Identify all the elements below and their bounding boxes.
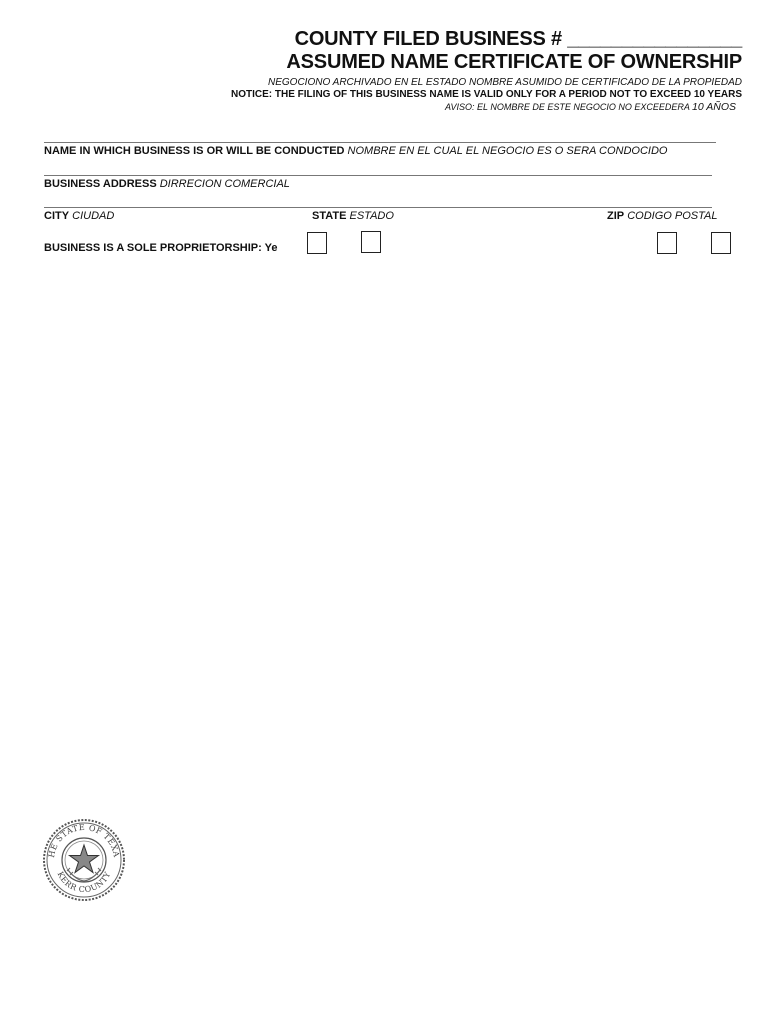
sole-proprietorship-no-checkbox[interactable] (361, 231, 381, 253)
business-address-label-en: BUSINESS ADDRESS (44, 178, 157, 190)
business-address-label (44, 178, 290, 190)
county-filed-business-title: COUNTY FILED BUSINESS # ________________ (294, 28, 742, 50)
business-name-line[interactable] (44, 142, 716, 143)
state-label-en: STATE (312, 210, 347, 222)
aviso-text (445, 101, 736, 113)
zip-label (607, 210, 717, 222)
county-seal (42, 818, 126, 902)
city-state-zip-line[interactable] (44, 207, 712, 208)
notice-text: NOTICE: THE FILING OF THIS BUSINESS NAME IS VALID ONLY FOR A PERIOD NOT TO EXCEED 10 YEARS (231, 89, 742, 100)
state-label (312, 210, 394, 222)
city-label-es: CIUDAD (72, 210, 115, 222)
certificate-title: ASSUMED NAME CERTIFICATE OF OWNERSHIP (286, 51, 742, 73)
checkbox-right-1[interactable] (657, 232, 677, 254)
state-label-es: ESTADO (349, 210, 394, 222)
star-seal-icon (42, 818, 126, 902)
aviso-prefix: AVISO: EL NOMBRE DE ESTE NEGOCIO NO EXCEEDERA (444, 102, 693, 112)
business-name-label (44, 145, 667, 157)
sole-proprietorship-label-text: BUSINESS IS A SOLE PROPRIETORSHIP: Ye (44, 242, 278, 254)
business-name-label-es: NOMBRE EN EL CUAL EL NEGOCIO ES O SERA CONDOCIDO (347, 145, 668, 157)
sole-proprietorship-label (44, 242, 278, 254)
seal-top-text: HE STATE OF TEXA (46, 822, 121, 859)
checkbox-right-2[interactable] (711, 232, 731, 254)
business-address-line[interactable] (44, 175, 712, 176)
business-address-label-es: DIRRECION COMERCIAL (159, 178, 290, 190)
city-label-en: CITY (44, 210, 70, 222)
business-name-label-en: NAME IN WHICH BUSINESS IS OR WILL BE CONDUCTED (44, 145, 345, 157)
sole-proprietorship-yes-checkbox[interactable] (307, 232, 327, 254)
seal-bottom-text: KERR COUNTY (55, 870, 113, 895)
spanish-subtitle: NEGOCIONO ARCHIVADO EN EL ESTADO NOMBRE ASUMIDO DE CERTIFICADO DE LA PROPIEDAD (268, 77, 742, 88)
zip-label-es: CODIGO POSTAL (627, 210, 718, 222)
zip-label-en: ZIP (607, 210, 625, 222)
aviso-years: 10 AÑOS (692, 101, 736, 113)
city-label (44, 210, 114, 222)
